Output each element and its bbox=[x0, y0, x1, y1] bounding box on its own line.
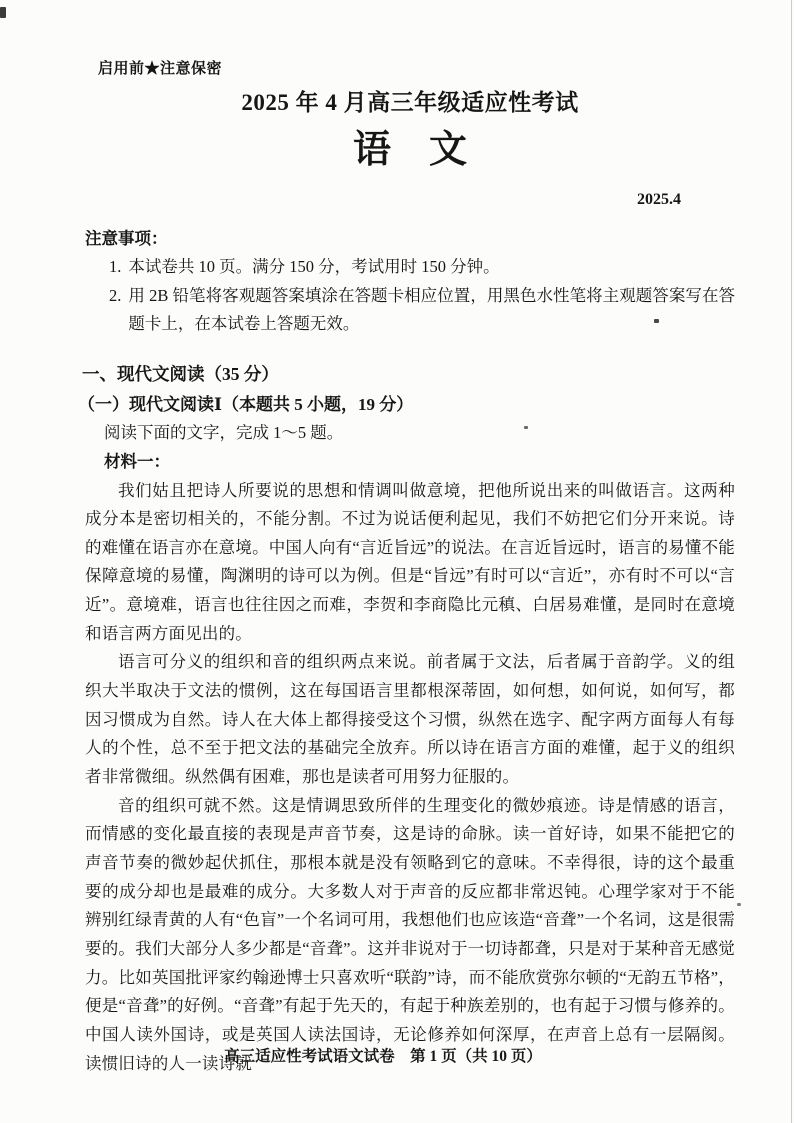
scan-edge-line bbox=[791, 0, 792, 1123]
material-paragraph: 语言可分义的组织和音的组织两点来说。前者属于文法，后者属于音韵学。义的组织大半取决于文法的惯例，这在每国语言里都根深蒂固，如何想，如何说，如何写，都因习惯成为自然。诗人在大体上都得接受这个习惯，纵然在选字、配字两方面每人有每人的个性，总不至于把文法的基础完全放弃。所以诗在语言方面的难懂，起于义的组织者非常微细。纵然偶有困难，那也是读者可用努力征服的。 bbox=[85, 652, 735, 787]
exam-date: 2025.4 bbox=[637, 191, 681, 208]
material-paragraph: 我们姑且把诗人所要说的思想和情调叫做意境，把他所说出来的叫做语言。这两种成分本是密切相关的，不能分割。不过为说话便利起见，我们不妨把它们分开来说。诗的难懂在语言亦在意境。中国人向有“言近旨远”的说法。在言近旨远时，语言的易懂不能保障意境的易懂，陶渊明的诗可以为例。但是“旨远”有时可以“言近”，亦有时不可以“言近”。意境难，语言也往往因之而难，李贺和李商隐比元稹、白居易难懂，是同时在意境和语言两方面见出的。 bbox=[85, 480, 735, 643]
material-label: 材料一： bbox=[104, 451, 170, 471]
reading-instruction: 阅读下面的文字，完成 1～5 题。 bbox=[104, 423, 344, 443]
page-content bbox=[78, 0, 735, 1078]
notice-item bbox=[109, 253, 735, 282]
page-footer: 高三适应性考试语文试卷 第 1 页（共 10 页） bbox=[224, 1048, 542, 1065]
material-paragraph: 音的组织可就不然。这是情调思致所伴的生理变化的微妙痕迹。诗是情感的语言，而情感的变化最直接的表现是声音节奏，这是诗的命脉。读一首好诗，如果不能把它的声音节奏的微妙起伏抓住，那根本就是没有领略到它的意味。不幸得很，诗的这个最重要的成分却也是最难的成分。大多数人对于声音的反应都非常迟钝。心理学家对于不能辨别红绿青黄的人有“色盲”一个名词可用，我想他们也应该造“音聋”一个名词，这是很需要的。我们大部分人多少都是“音聋”。这并非说对于一切诗都聋，只是对于某种音无感觉力。比如英国批评家约翰逊博士只喜欢听“联韵”诗，而不能欣赏弥尔顿的“无韵五节格”，便是“音聋”的好例。“音聋”有起于先天的，有起于种族差别的，也有起于习惯与修养的。中国人读外国诗，或是英国人读法国诗，无论修养如何深厚，在声音上总有一层隔阂。读惯旧诗的人一读诗就 bbox=[85, 795, 735, 1073]
notice-heading: 注意事项： bbox=[85, 229, 168, 248]
notice-item-number: 2. bbox=[109, 285, 122, 305]
notice-block bbox=[85, 225, 735, 339]
security-notice: 启用前★注意保密 bbox=[98, 61, 223, 77]
notice-item-text: 本试卷共 10 页。满分 150 分，考试用时 150 分钟。 bbox=[128, 257, 500, 276]
section-subheading: （一）现代文阅读Ⅰ（本题共 5 小题，19 分） bbox=[78, 395, 414, 415]
scan-artifact bbox=[737, 903, 741, 906]
notice-item bbox=[109, 282, 735, 339]
subject-title: 语 文 bbox=[352, 129, 467, 171]
notice-item-number: 1. bbox=[109, 257, 122, 276]
exam-title: 2025 年 4 月高三年级适应性考试 bbox=[241, 90, 579, 115]
scan-artifact bbox=[0, 7, 6, 18]
reading-section bbox=[78, 360, 735, 1078]
notice-item-text: 用 2B 铅笔将客观题答案填涂在答题卡相应位置，用黑色水性笔将主观题答案写在答题卡上，在本试卷上答题无效。 bbox=[128, 285, 735, 334]
section-heading: 一、现代文阅读（35 分） bbox=[82, 364, 279, 385]
